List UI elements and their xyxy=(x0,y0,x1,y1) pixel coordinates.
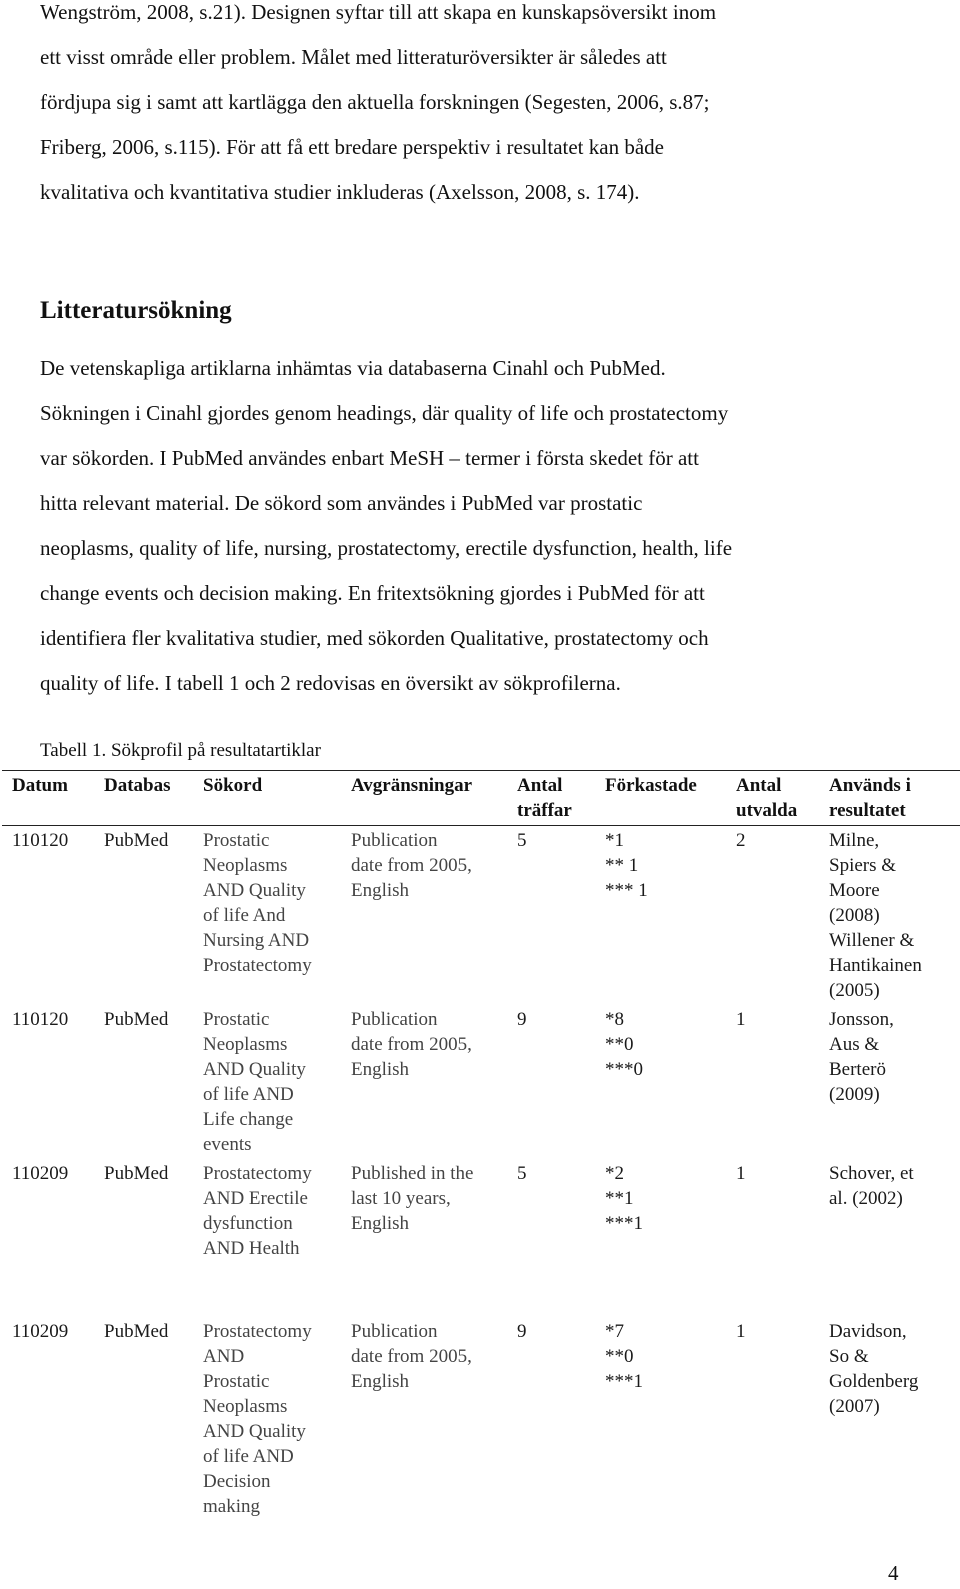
cell-line: Publication xyxy=(351,830,438,851)
cell-line: AND Health xyxy=(203,1238,300,1259)
cell-line: English xyxy=(351,1371,410,1392)
cell-line: date from 2005, xyxy=(351,1346,472,1367)
header-avgransningar: Avgränsningar xyxy=(341,771,507,826)
cell-line: AND Quality xyxy=(203,1421,306,1442)
cell-line: (2009) xyxy=(829,1084,880,1105)
cell-anvands xyxy=(819,1159,960,1309)
cell-line: Willener & xyxy=(829,930,915,951)
cell-datum: 110120 xyxy=(12,830,69,851)
cell-line: Spiers & xyxy=(829,855,897,876)
cell-antal-traffar: 9 xyxy=(517,1009,527,1030)
cell-line: Prostatectomy xyxy=(203,1321,312,1342)
text-line: identifiera fler kvalitativa studier, med sökorden Qualitative, prostatectomy och xyxy=(40,626,709,650)
cell-line: Nursing AND xyxy=(203,930,310,951)
cell-line: of life AND xyxy=(203,1084,294,1105)
cell-databas: PubMed xyxy=(104,830,169,851)
cell-databas: PubMed xyxy=(104,1321,169,1342)
cell-antal-traffar: 9 xyxy=(517,1321,527,1342)
cell-line: Aus & xyxy=(829,1034,880,1055)
text-line: quality of life. I tabell 1 och 2 redovisas en översikt av sökprofilerna. xyxy=(40,671,621,695)
cell-line: Publication xyxy=(351,1009,438,1030)
table-row xyxy=(2,1159,960,1309)
header-databas: Databas xyxy=(94,771,193,826)
cell-line: (2008) xyxy=(829,905,880,926)
cell-line: ** 1 xyxy=(605,855,639,876)
cell-line: Hantikainen xyxy=(829,955,922,976)
text-line: Wengström, 2008, s.21). Designen syftar till att skapa en kunskapsöversikt inom xyxy=(40,0,717,24)
cell-line: *2 xyxy=(605,1163,624,1184)
header-antal-traffar: Antal träffar xyxy=(507,771,595,826)
method-paragraph xyxy=(40,353,920,713)
cell-avgransningar xyxy=(341,1005,507,1159)
cell-line: of life AND xyxy=(203,1446,294,1467)
cell-line: AND Erectile xyxy=(203,1188,308,1209)
cell-line: last 10 years, xyxy=(351,1188,451,1209)
cell-line: dysfunction xyxy=(203,1213,293,1234)
cell-sokord xyxy=(193,1159,341,1309)
cell-line: Prostatectomy xyxy=(203,955,312,976)
text-line: De vetenskapliga artiklarna inhämtas via databaserna Cinahl och PubMed. xyxy=(40,356,666,380)
text-line: Sökningen i Cinahl gjordes genom headings, där quality of life och prostatectomy xyxy=(40,401,729,425)
cell-avgransningar xyxy=(341,1309,507,1521)
cell-line: Neoplasms xyxy=(203,1396,288,1417)
section-heading: Litteratursökning xyxy=(40,297,232,324)
text-line: ett visst område eller problem. Målet med litteraturöversikter är således att xyxy=(40,45,667,69)
table-caption: Tabell 1. Sökprofil på resultatartiklar xyxy=(40,740,321,761)
cell-line: AND Quality xyxy=(203,1059,306,1080)
cell-databas: PubMed xyxy=(104,1163,169,1184)
cell-line: Berterö xyxy=(829,1059,886,1080)
cell-sokord xyxy=(193,1309,341,1521)
cell-line: English xyxy=(351,1213,410,1234)
cell-line: Prostatic xyxy=(203,1371,270,1392)
cell-line: Moore xyxy=(829,880,880,901)
cell-antal-utvalda: 2 xyxy=(736,830,746,851)
cell-line: Neoplasms xyxy=(203,855,288,876)
cell-avgransningar xyxy=(341,1159,507,1309)
cell-line: So & xyxy=(829,1346,869,1367)
cell-forkastade xyxy=(595,1309,726,1521)
cell-line: *1 xyxy=(605,830,624,851)
cell-datum: 110120 xyxy=(12,1009,69,1030)
cell-line: Life change xyxy=(203,1109,294,1130)
cell-avgransningar xyxy=(341,826,507,1006)
header-anvands: Används i resultatet xyxy=(819,771,960,826)
header-datum: Datum xyxy=(2,771,94,826)
cell-anvands xyxy=(819,826,960,1006)
cell-line: Publication xyxy=(351,1321,438,1342)
cell-line: AND xyxy=(203,1346,245,1367)
cell-line: ***0 xyxy=(605,1059,643,1080)
cell-line: Decision xyxy=(203,1471,271,1492)
table-row xyxy=(2,1005,960,1159)
cell-line: **0 xyxy=(605,1346,634,1367)
cell-antal-utvalda: 1 xyxy=(736,1321,746,1342)
cell-line: (2007) xyxy=(829,1396,880,1417)
table-row xyxy=(2,1309,960,1521)
cell-antal-traffar: 5 xyxy=(517,1163,527,1184)
page-number: 4 xyxy=(888,1561,899,1585)
text-line: kvalitativa och kvantitativa studier inkluderas (Axelsson, 2008, s. 174). xyxy=(40,180,640,204)
cell-forkastade xyxy=(595,1005,726,1159)
cell-datum: 110209 xyxy=(12,1163,69,1184)
cell-anvands xyxy=(819,1005,960,1159)
cell-line: Published in the xyxy=(351,1163,474,1184)
text-line: hitta relevant material. De sökord som användes i PubMed var prostatic xyxy=(40,491,643,515)
cell-line: events xyxy=(203,1134,252,1155)
cell-line: of life And xyxy=(203,905,286,926)
cell-line: ***1 xyxy=(605,1371,643,1392)
cell-antal-traffar: 5 xyxy=(517,830,527,851)
cell-anvands xyxy=(819,1309,960,1521)
cell-line: Goldenberg xyxy=(829,1371,919,1392)
table-body xyxy=(2,826,960,1522)
cell-line: English xyxy=(351,880,410,901)
table-row xyxy=(2,826,960,1006)
header-sokord: Sökord xyxy=(193,771,341,826)
cell-sokord xyxy=(193,826,341,1006)
cell-line: Prostatectomy xyxy=(203,1163,312,1184)
cell-forkastade xyxy=(595,826,726,1006)
text-line: fördjupa sig i samt att kartlägga den aktuella forskningen (Segesten, 2006, s.87; xyxy=(40,90,710,114)
cell-line: (2005) xyxy=(829,980,880,1001)
cell-line: ***1 xyxy=(605,1213,643,1234)
cell-antal-utvalda: 1 xyxy=(736,1163,746,1184)
cell-line: Milne, xyxy=(829,830,880,851)
text-line: neoplasms, quality of life, nursing, prostatectomy, erectile dysfunction, health, life xyxy=(40,536,733,560)
cell-line: English xyxy=(351,1059,410,1080)
text-line: Friberg, 2006, s.115). För att få ett bredare perspektiv i resultatet kan både xyxy=(40,135,664,159)
cell-line: **0 xyxy=(605,1034,634,1055)
cell-line: Davidson, xyxy=(829,1321,907,1342)
cell-antal-utvalda: 1 xyxy=(736,1009,746,1030)
table-header-row xyxy=(2,771,960,826)
cell-line: *8 xyxy=(605,1009,624,1030)
cell-line: Schover, et xyxy=(829,1163,914,1184)
cell-databas: PubMed xyxy=(104,1009,169,1030)
cell-forkastade xyxy=(595,1159,726,1309)
cell-sokord xyxy=(193,1005,341,1159)
header-forkastade: Förkastade xyxy=(595,771,726,826)
cell-line: al. (2002) xyxy=(829,1188,903,1209)
text-line: var sökorden. I PubMed användes enbart MeSH – termer i första skedet för att xyxy=(40,446,699,470)
cell-line: **1 xyxy=(605,1188,634,1209)
header-antal-utvalda: Antal utvalda xyxy=(726,771,819,826)
cell-line: Jonsson, xyxy=(829,1009,894,1030)
cell-line: *7 xyxy=(605,1321,624,1342)
cell-line: Prostatic xyxy=(203,1009,270,1030)
cell-line: date from 2005, xyxy=(351,1034,472,1055)
cell-line: making xyxy=(203,1496,260,1517)
intro-paragraph xyxy=(40,0,920,222)
text-line: change events och decision making. En fritextsökning gjordes i PubMed för att xyxy=(40,581,705,605)
cell-datum: 110209 xyxy=(12,1321,69,1342)
search-profile-table-container xyxy=(2,770,960,1521)
cell-line: Neoplasms xyxy=(203,1034,288,1055)
search-profile-table xyxy=(2,770,960,1521)
cell-line: date from 2005, xyxy=(351,855,472,876)
cell-line: Prostatic xyxy=(203,830,270,851)
cell-line: AND Quality xyxy=(203,880,306,901)
cell-line: *** 1 xyxy=(605,880,648,901)
